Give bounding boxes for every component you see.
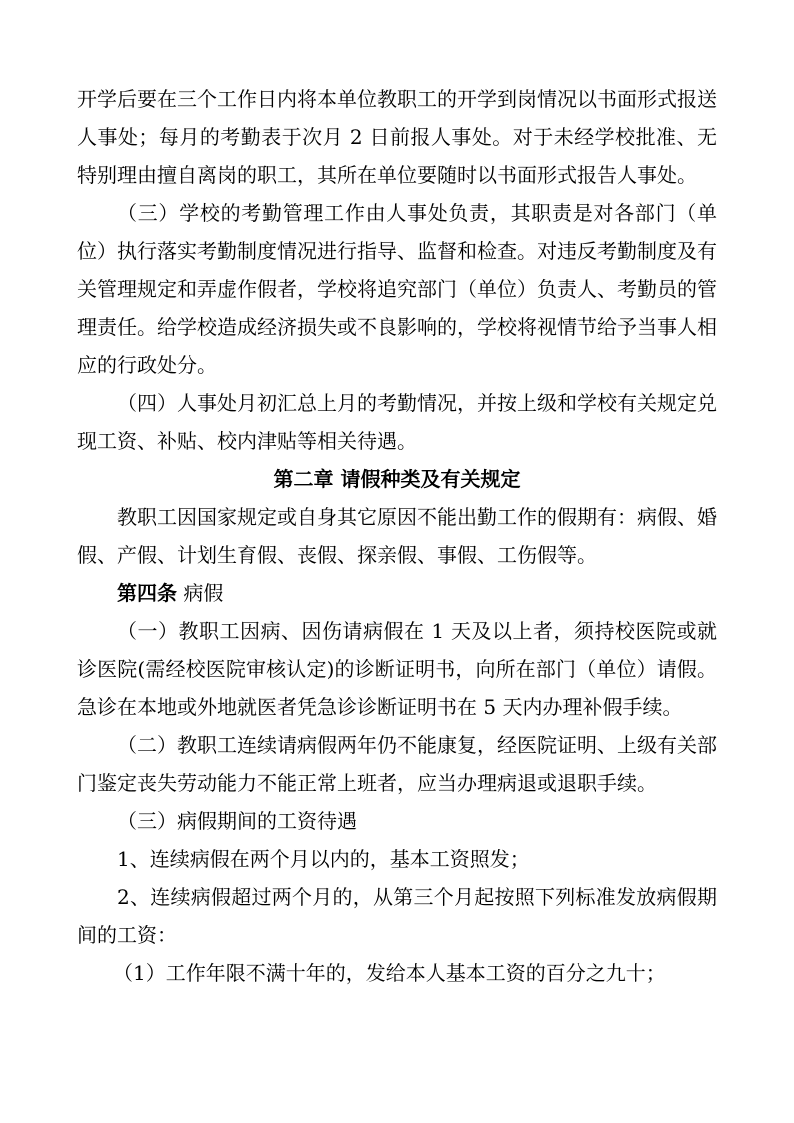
paragraph-salary-1: 1、连续病假在两个月以内的，基本工资照发； (117, 847, 530, 871)
paragraph-salary-2-1: （1）工作年限不满十年的，发给本人基本工资的百分之九十； (113, 961, 666, 985)
paragraph-attendance-report: 开学后要在三个工作日内将本单位教职工的开学到岗情况以书面形式报送人事处；每月的考勤表于次月 2 日前报人事处。对于未经学校批准、无特别理由擅自离岗的职工，其所在单位要随时以书面形式报告人事处。 (77, 87, 717, 187)
paragraph-item-3: （三）学校的考勤管理工作由人事处负责，其职责是对各部门（单位）执行落实考勤制度情况进行指导、监督和检查。对违反考勤制度及有关管理规定和弄虚作假者，学校将追究部门（单位）负责人、考勤员的管理责任。给学校造成经济损失或不良影响的，学校将视情节给予当事人相应的行政处分。 (77, 201, 717, 377)
chapter-title: 第二章 请假种类及有关规定 (273, 467, 521, 491)
document-body (77, 80, 717, 992)
paragraph-sick-leave-2: （二）教职工连续请病假两年仍不能康复，经医院证明、上级有关部门鉴定丧失劳动能力不能正常上班者，应当办理病退或退职手续。 (77, 733, 717, 795)
paragraph-sick-leave-1: （一）教职工因病、因伤请病假在 1 天及以上者，须持校医院或就诊医院(需经校医院审核认定)的诊断证明书，向所在部门（单位）请假。急诊在本地或外地就医者凭急诊诊断证明书在 5 天内办理补假手续。 (77, 619, 717, 719)
paragraph-salary-2: 2、连续病假超过两个月的，从第三个月起按照下列标准发放病假期间的工资： (77, 885, 717, 947)
paragraph-sick-leave-3: （三）病假期间的工资待遇 (117, 809, 357, 833)
paragraph-item-4: （四）人事处月初汇总上月的考勤情况，并按上级和学校有关规定兑现工资、补贴、校内津贴等相关待遇。 (77, 391, 717, 453)
article-name: 病假 (177, 581, 224, 605)
paragraph-leave-types: 教职工因国家规定或自身其它原因不能出勤工作的假期有：病假、婚假、产假、计划生育假、丧假、探亲假、事假、工伤假等。 (77, 505, 717, 567)
article-number: 第四条 (117, 581, 177, 605)
article-heading (77, 574, 717, 612)
